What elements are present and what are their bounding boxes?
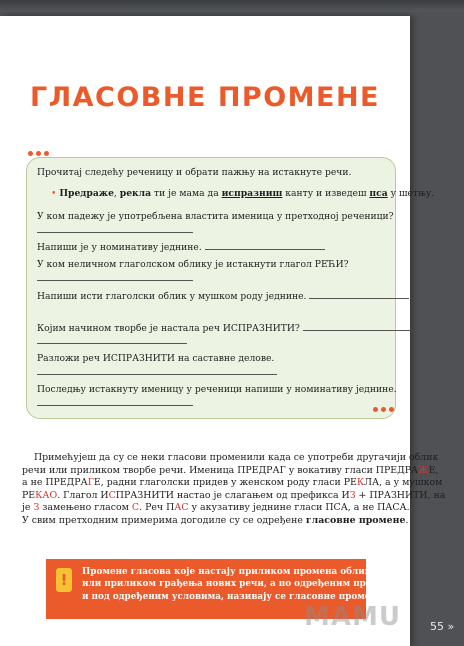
answer-line-3[interactable] [37, 272, 193, 285]
question-4: Напиши исти глаголски облик у мушком роду једнине. [37, 290, 409, 303]
bullet-icon: • [51, 188, 60, 199]
key-term: гласовне промене [305, 514, 406, 526]
answer-line-1[interactable] [37, 224, 193, 237]
highlight-word: испразниш [221, 188, 283, 199]
highlight-word: Предраже [59, 188, 114, 199]
question-7: Последњу истакнуту именицу у реченици напиши у номинативу једнине. [37, 384, 397, 395]
highlight-word: рекла [119, 188, 152, 199]
exercise-sentence: • Предраже, рекла ти је мама да испразниш канту и изведеш пса у шетњу. [51, 188, 435, 199]
explanation-paragraph: Примећујеш да су се неки гласови променили када се употреби другачији облик речи или приликом творбе речи. Именица ПРЕДРАГ у вокативу гласи ПРЕДРАЖЕ, а не ПРЕДРАГЕ, радни глаголски придев у женском роду гласи РЕКЛА, а у мушком РЕКАО. Глагол ИСПРАЗНИТИ настао је слагањем од префикса ИЗ + ПРАЗНИТИ, на је З замењено гласом С. Реч ПАС у акузативу једнине гласи ПСА, а не ПАСА. У свим претходним примерима догодиле су се одређене гласовне промене. [22, 452, 446, 526]
answer-line-7[interactable] [37, 397, 193, 410]
answer-line-5[interactable] [303, 322, 411, 331]
page-title: ГЛАСОВНЕ ПРОМЕНЕ [30, 82, 381, 113]
exercise-box [26, 157, 435, 419]
answer-line-2[interactable] [205, 241, 325, 250]
answer-line-6[interactable] [37, 366, 277, 379]
watermark: MAMU [304, 602, 401, 632]
answer-line-4[interactable] [309, 290, 409, 299]
page-number: 55 » [430, 620, 455, 633]
question-5: Којим начином творбе је настала реч ИСПРАЗНИТИ? [37, 322, 411, 335]
question-2: Напиши је у номинативу једнине. [37, 241, 325, 254]
decor-dots-bottom [373, 407, 394, 412]
top-shadow [0, 0, 464, 12]
answer-line-5b[interactable] [37, 335, 187, 348]
question-6: Разложи реч ИСПРАЗНИТИ на саставне делове. [37, 353, 275, 364]
exclamation-icon: ! [56, 568, 72, 592]
question-3: У ком неличном глаголском облику је истакнути глагол РЕЋИ? [37, 259, 349, 270]
decor-dots-top [28, 151, 49, 156]
exercise-intro: Прочитај следећу реченицу и обрати пажњу на истакнуте речи. [37, 167, 352, 178]
question-1: У ком падежу је употребљена властита именица у претходној реченици? [37, 211, 394, 222]
highlight-word: пса [369, 188, 388, 199]
definition-note: ! Промене гласова које настају приликом промена облика речи или приликом грађења нових речи, а по одређеним правилима и под одређеним условима, називају се гласовне промене. [46, 559, 366, 619]
